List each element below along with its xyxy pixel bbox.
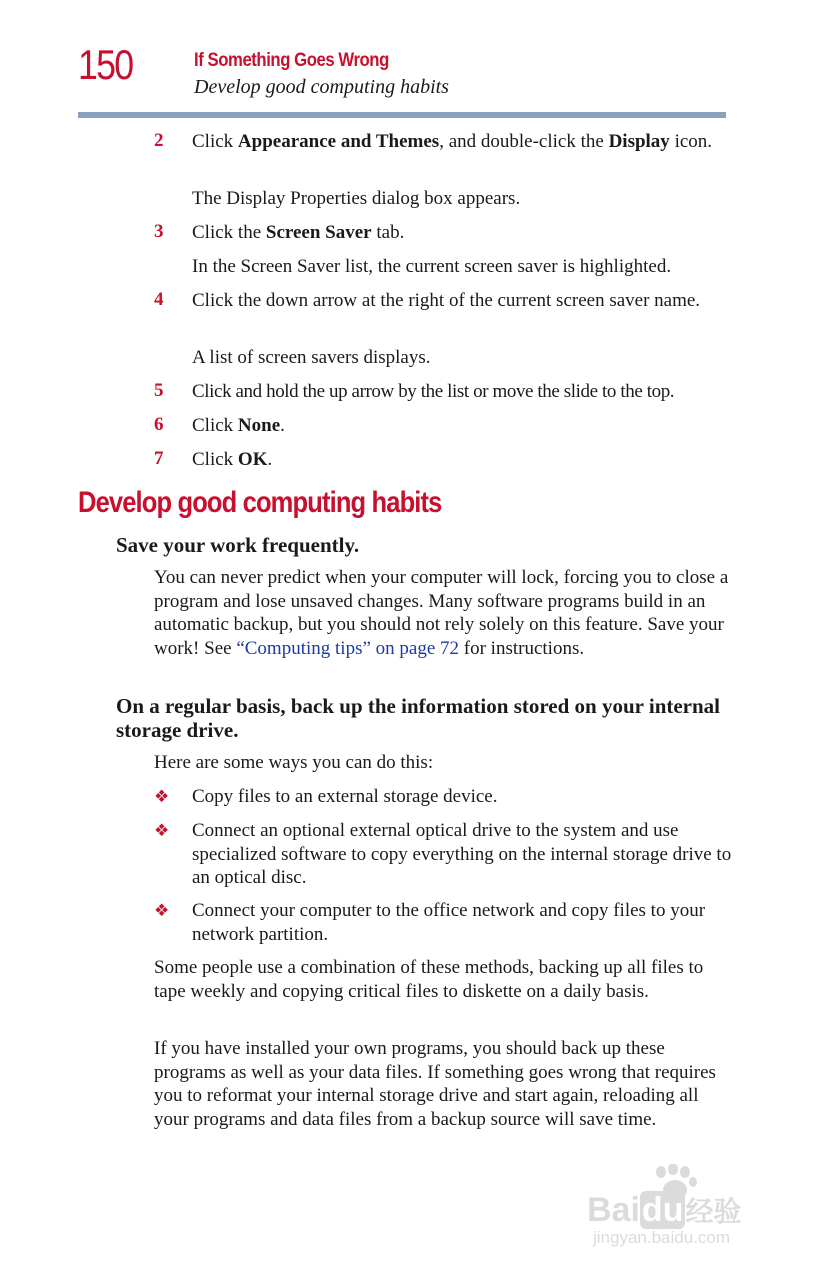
step-text: Click OK. [192,449,273,470]
step-text: Click the down arrow at the right of the current screen saver name. [192,290,701,311]
step-note: A list of screen savers displays. [192,347,431,368]
step-number: 4 [154,289,164,310]
bullet-diamond-icon: ❖ [154,787,170,806]
bullet-diamond-icon: ❖ [154,821,170,840]
section-subtitle: Develop good computing habits [194,76,449,98]
step-text: Click None. [192,415,285,436]
step-text: Click the Screen Saver tab. [192,222,405,243]
step-number: 5 [154,380,164,401]
computing-tips-link[interactable]: “Computing tips” on page 72 [236,637,460,659]
paragraph-programs: If you have installed your own programs, you should back up these programs as well as your data files. If something goes wrong that requires you to reformat your internal storage drive and start again, reloading all your programs and data files from a backup source will save time. [154,1038,716,1130]
paragraph-save-work: You can never predict when your computer will lock, forcing you to close a program and lose unsaved changes. Many software programs build in an automatic backup, but you should not rely solely on this feature. Save your work! See “Computing tips” on page 72 for instructions. [154,567,729,659]
bullet-item: Connect your computer to the office network and copy files to your network partition. [192,900,706,945]
step-note: In the Screen Saver list, the current screen saver is highlighted. [192,256,672,277]
step-number: 7 [154,448,164,469]
chapter-title: If Something Goes Wrong [194,50,389,71]
step-number: 6 [154,414,164,435]
subheading-backup: On a regular basis, back up the information stored on your internal storage drive. [116,694,721,742]
paragraph-methods: Some people use a combination of these methods, backing up all files to tape weekly and copying critical files to diskette on a daily basis. [154,957,704,1002]
page-number: 150 [78,41,133,88]
step-text: Click Appearance and Themes, and double-click the Display icon. [192,131,713,152]
baidu-watermark: Baidu经验 jingyan.baidu.com [583,1164,773,1254]
header-rule [78,112,726,118]
step-text: Click and hold the up arrow by the list or move the slide to the top. [192,381,675,402]
bullet-item: Connect an optional external optical drive to the system and use specialized software to copy everything on the internal storage drive to an optical disc. [192,820,732,888]
section-heading: Develop good computing habits [78,486,442,519]
bullet-diamond-icon: ❖ [154,901,170,920]
step-number: 3 [154,221,164,242]
subheading-save-work: Save your work frequently. [116,533,360,557]
bullet-item: Copy files to an external storage device. [192,786,498,807]
paragraph-intro: Here are some ways you can do this: [154,752,434,773]
step-number: 2 [154,130,164,151]
step-note: The Display Properties dialog box appears. [192,188,521,209]
